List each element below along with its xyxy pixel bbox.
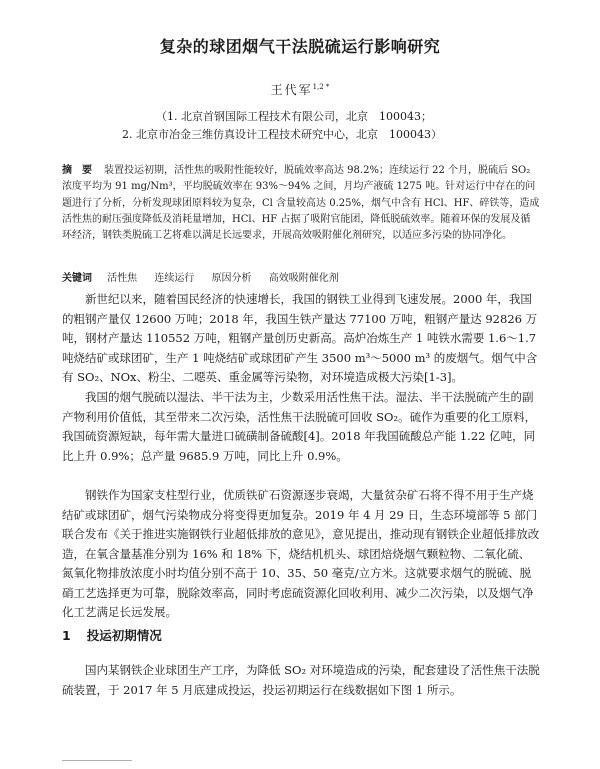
keyword: 连续运行 bbox=[154, 273, 195, 284]
keywords bbox=[62, 269, 353, 284]
author-line bbox=[0, 81, 600, 98]
body-paragraph-2: 我国的烟气脱硫以湿法、半干法为主，少数采用活性焦干法。湿法、半干法脱硫产生的副产物利用价值低，其至带来二次污染，活性焦干法脱硫可回收 SO₂。硫作为重要的化工原料，我国硫资源短缺，每年需大量进口硫磺制备硫酸[4]。2018 年我国硫酸总产能 1.22 亿吨，同比上升 0.9%；总产量 9685.9 万吨，同比上升 0.9%。 bbox=[62, 390, 537, 463]
affiliation-2: 2. 北京市冶金三维仿真设计工程技术研究中心，北京 100043） bbox=[122, 128, 442, 141]
author-name: 王代军 bbox=[270, 83, 313, 97]
body-paragraph-4: 国内某钢铁企业球团生产工序，为降低 SO₂ 对环境造成的污染，配套建设了活性焦干法脱硫装置，于 2017 年 5 月底建成投运，投运初期运行在线数据如下图 1 所示。 bbox=[62, 663, 540, 697]
keyword: 原因分析 bbox=[211, 273, 252, 284]
section-heading bbox=[62, 626, 162, 644]
section-number: 1 bbox=[62, 628, 71, 643]
keywords-label: 关键词 bbox=[62, 273, 92, 284]
keyword: 活性焦 bbox=[107, 273, 138, 284]
abstract-label: 摘 要 bbox=[62, 165, 92, 176]
abstract-text: 装置投运初期，活性焦的吸附性能较好，脱硫效率高达 98.2%；连续运行 22 个月，脱硫后 SO₂ 浓度平均为 91 mg/Nm³，平均脱硫效率在 93%～94% 之间，月均产液硫 1275 吨。针对运行中存在的问题进行了分析，分析发现球团原料较为复杂，Cl 含量较高达 0.25%，烟气中含有 HCl、HF、碎铁等，造成活性焦的耐压强度降低及消耗量增加，HCl、HF 占据了吸附官能团，降低脱硫效率。随着环保的发展及循环经济，钢铁类脱硫工艺将难以满足长远要求，开展高效吸附催化剂研究，以适应多污染的协同净化。 bbox=[62, 165, 540, 242]
paper-title: 复杂的球团烟气干法脱硫运行影响研究 bbox=[159, 37, 441, 56]
keyword: 高效吸附催化剂 bbox=[268, 273, 339, 284]
body-paragraph-3: 钢铁作为国家支柱型行业，优质铁矿石资源逐步衰竭，大量贫杂矿石将不得不用于生产烧结矿或球团矿，烟气污染物成分将变得更加复杂。2019 年 4 月 29 日，生态环境部等 5 部门联合发布《关于推进实施钢铁行业超低排放的意见》，意见提出，推动现有钢铁企业超低排放改造，在氧含量基准分别为 16% 和 18% 下，烧结机机头、球团焙烧烟气颗粒物、二氧化硫、氮氧化物排放浓度小时均值分别不高于 10、35、50 毫克/立方米。这就要求烟气的脱硫、脱硝工艺选择更为可靠，脱除效率高，同时考虑硫资源化回收利用、减少二次污染，以及烟气净化工艺满足长远发展。 bbox=[62, 488, 540, 619]
author-superscript: 1,2 * bbox=[312, 83, 330, 91]
affiliation-1: （1. 北京首钢国际工程技术有限公司，北京 100043； bbox=[156, 110, 432, 123]
abstract bbox=[62, 163, 540, 244]
section-title: 投运初期情况 bbox=[86, 628, 162, 643]
body-paragraph-1: 新世纪以来，随着国民经济的快速增长，我国的钢铁工业得到飞速发展。2000 年，我国的粗钢产量仅 12600 万吨；2018 年，我国生铁产量达 77100 万吨，粗钢产量达 92826 万吨，钢材产量达 110552 万吨，粗钢产量创历史新高。高炉冶炼生产 1 吨铁水需要 1.6～1.7 吨烧结矿或球团矿，生产 1 吨烧结矿或球团矿产生 3500 m³～5000 m³ 的废烟气。烟气中含有 SO₂、NOx、粉尘、二噁英、重金属等污染物，对环境造成极大污染[1-3]。 bbox=[62, 292, 538, 384]
footnote-divider bbox=[62, 760, 132, 761]
